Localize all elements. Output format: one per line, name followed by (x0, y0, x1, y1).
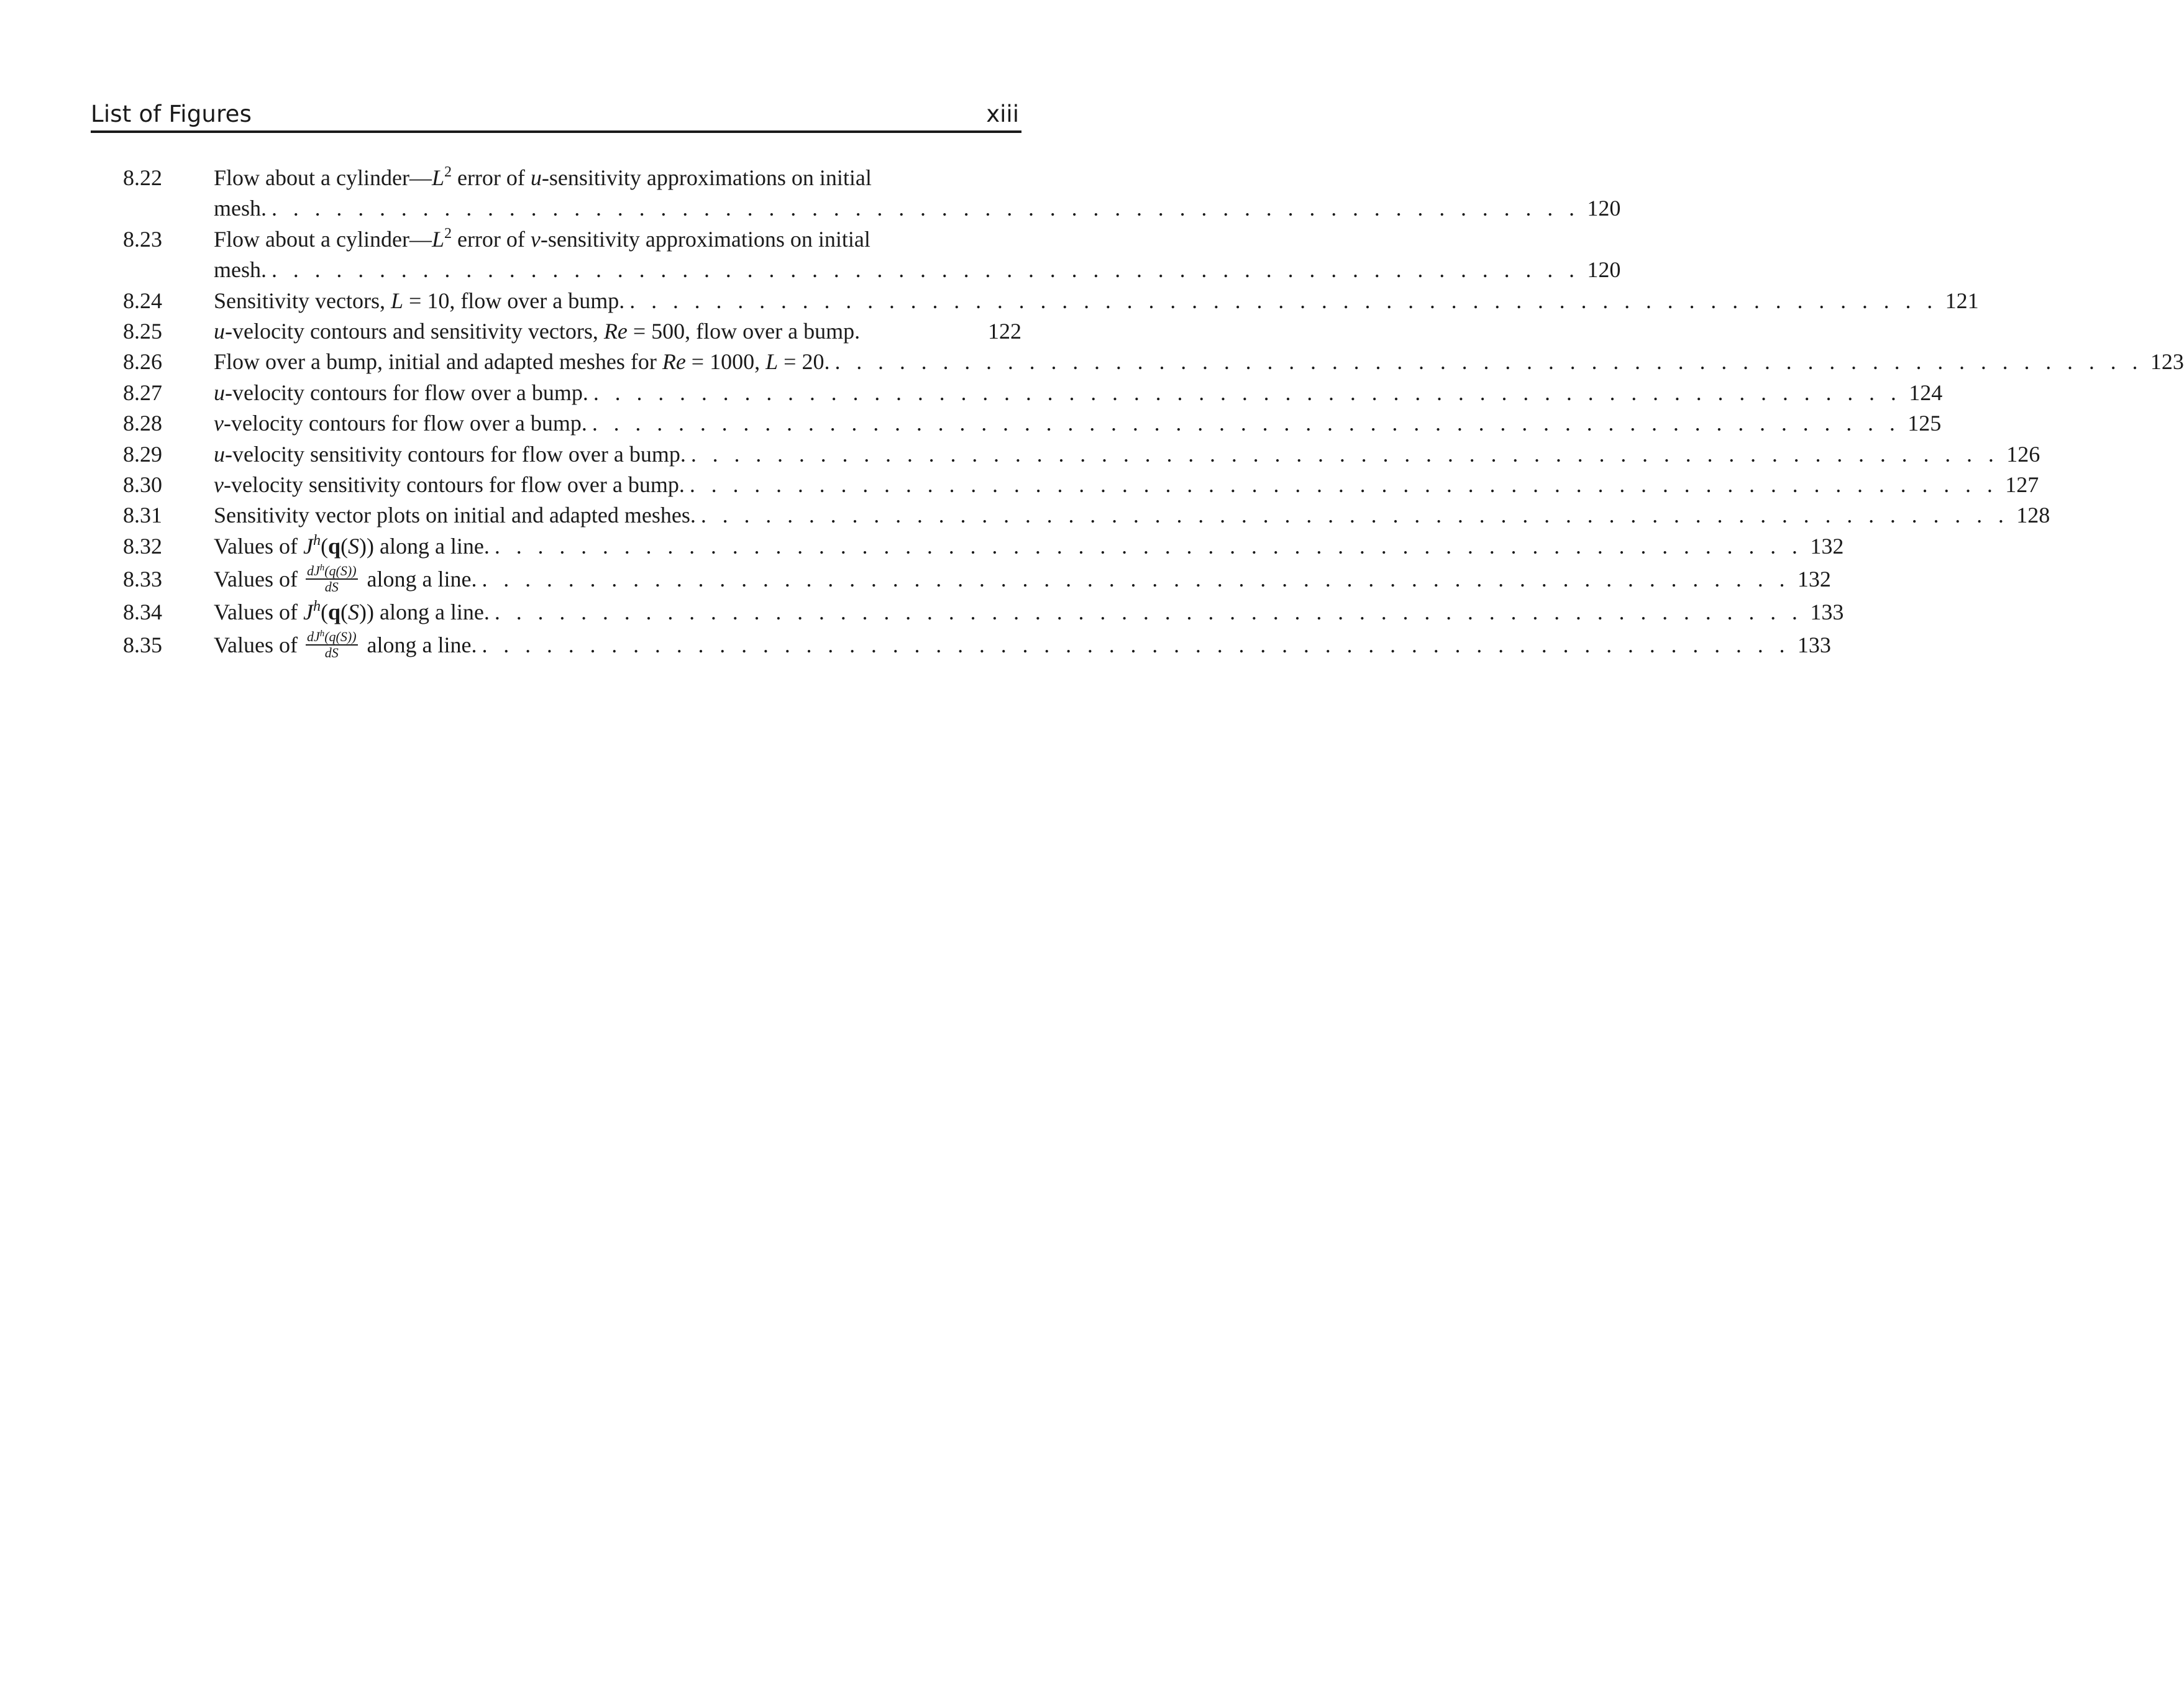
dot-leader: . . . . . . . . . . . . . . . . . . . . . . . . . . . . . . . . . . . . . . . . . . . . . . . . . . . . . . . . . . . . . (482, 632, 1790, 658)
figure-caption: Sensitivity vectors, L = 10, flow over a bump. . . . . . . . . . . . . . . . . . . . . . . . . . . . . . . . . . . . . . . . . . . . . . . . . . . . . . . . . . . . . . 121 (214, 286, 1979, 316)
figure-number: 8.32 (123, 533, 162, 559)
figure-caption: Values of $J^h(q(S))$ along a line. . . . . . . . . . . . . . . . . . . . . . . . . . . . . . . . . . . . . . . . . . . . . . . . . . . . . . . . . . . . . . 132 (214, 531, 1844, 562)
figure-entry[interactable] (123, 562, 1831, 597)
page-ref: 133 (1797, 632, 1831, 658)
figure-number: 8.27 (123, 380, 162, 405)
page-ref: 127 (2005, 472, 2039, 498)
figure-entry[interactable] (123, 163, 1621, 224)
figure-caption: Flow about a $cylinder—L^2$ error of u-sensitivity approximations on initial mesh. . . . . . . . . . . . . . . . . . . . . . . . . . . . . . . . . . . . . . . . . . . . . . . . . . . . . . . . . . . . . . 120 (214, 163, 1620, 224)
page-ref: 120 (1587, 196, 1621, 221)
figure-entry[interactable] (123, 347, 2184, 377)
page-ref: 121 (1945, 288, 1979, 313)
page-ref: 122 (988, 319, 1021, 344)
figure-entry[interactable] (123, 628, 1831, 663)
page-ref: 132 (1797, 567, 1831, 592)
figure-number: 8.24 (123, 288, 162, 313)
page-ref: 124 (1909, 380, 1943, 405)
figure-entry[interactable] (123, 439, 2040, 470)
figure-entry[interactable] (123, 378, 1943, 408)
figure-number: 8.25 (123, 319, 162, 344)
figure-caption: u-velocity contours for flow over a bump. . . . . . . . . . . . . . . . . . . . . . . . . . . . . . . . . . . . . . . . . . . . . . . . . . . . . . . . . . . . . . 124 (214, 378, 1942, 408)
figure-number: 8.31 (123, 503, 162, 528)
figure-number: 8.26 (123, 349, 162, 375)
figure-entry[interactable] (123, 286, 1979, 316)
dot-leader: . . . . . . . . . . . . . . . . . . . . . . . . . . . . . . . . . . . . . . . . . . . . . . . . . . . . . . . . . . . . . (494, 600, 1803, 625)
figure-caption: Values of $\frac{dJ^h(q(S))}{dS}$ along a line. . . . . . . . . . . . . . . . . . . . . . . . . . . . . . . . . . . . . . . . . . . . . . . . . . . . . . . . . . . . . . 133 (214, 628, 1831, 663)
figure-caption: u-velocity contours and sensitivity vectors, Re = 500, flow over a bump. 122 (214, 316, 1021, 347)
figure-entry[interactable] (123, 500, 2050, 531)
page-ref: 132 (1810, 533, 1844, 559)
list-of-figures (123, 163, 2184, 663)
dot-leader: . . . . . . . . . . . . . . . . . . . . . . . . . . . . . . . . . . . . . . . . . . . . . . . . . . . . . . . . . . . . . (482, 567, 1790, 592)
fraction: $\frac{dJ^h(q(S))}{dS}$ (306, 563, 357, 595)
dot-leader: . . . . . . . . . . . . . . . . . . . . . . . . . . . . . . . . . . . . . . . . . . . . . . . . . . . . . . . . . . . . . (592, 411, 1901, 436)
dot-leader: . . . . . . . . . . . . . . . . . . . . . . . . . . . . . . . . . . . . . . . . . . . . . . . . . . . . . . . . . . . . . (690, 441, 1999, 467)
page-header (91, 93, 1021, 133)
dot-leader: . . . . . . . . . . . . . . . . . . . . . . . . . . . . . . . . . . . . . . . . . . . . . . . . . . . . . . . . . . . . . (272, 196, 1580, 221)
page-ref: 120 (1587, 257, 1621, 283)
dot-leader: . . . . . . . . . . . . . . . . . . . . . . . . . . . . . . . . . . . . . . . . . . . . . . . . . . . . . . . . . . . . . (834, 349, 2143, 375)
figure-number: 8.22 (123, 165, 162, 190)
figure-entry[interactable] (123, 408, 1942, 439)
figure-entry[interactable] (123, 531, 1844, 562)
fraction: $\frac{dJ^h(q(S))}{dS}$ (306, 629, 357, 661)
figure-caption: Flow about a $cylinder—L^2$ error of v-sensitivity approximations on initial mesh. . . . . . . . . . . . . . . . . . . . . . . . . . . . . . . . . . . . . . . . . . . . . . . . . . . . . . . . . . . . . . 120 (214, 224, 1620, 286)
dot-leader: . . . . . . . . . . . . . . . . . . . . . . . . . . . . . . . . . . . . . . . . . . . . . . . . . . . . . . . . . . . . . (494, 533, 1803, 559)
running-title: List of Figures (91, 101, 252, 127)
figure-caption: v-velocity contours for flow over a bump. . . . . . . . . . . . . . . . . . . . . . . . . . . . . . . . . . . . . . . . . . . . . . . . . . . . . . . . . . . . . . 125 (214, 408, 1941, 439)
figure-caption: Values of $\frac{dJ^h(q(S))}{dS}$ along a line. . . . . . . . . . . . . . . . . . . . . . . . . . . . . . . . . . . . . . . . . . . . . . . . . . . . . . . . . . . . . . 132 (214, 562, 1831, 597)
figure-number: 8.28 (123, 411, 162, 436)
figure-entry[interactable] (123, 597, 1844, 628)
figure-entry[interactable] (123, 224, 1621, 286)
page-ref: 123 (2150, 349, 2184, 375)
page-number: xiii (986, 101, 1019, 127)
figure-number: 8.30 (123, 472, 162, 498)
figure-caption: v-velocity sensitivity contours for flow over a bump. . . . . . . . . . . . . . . . . . . . . . . . . . . . . . . . . . . . . . . . . . . . . . . . . . . . . . . . . . . . . . 127 (214, 470, 2039, 500)
figure-number: 8.33 (123, 567, 162, 592)
page-ref: 128 (2016, 503, 2050, 528)
dot-leader: . . . . . . . . . . . . . . . . . . . . . . . . . . . . . . . . . . . . . . . . . . . . . . . . . . . . . . . . . . . . . (700, 503, 2009, 528)
figure-entry[interactable] (123, 470, 2039, 500)
page-ref: 125 (1908, 411, 1942, 436)
dot-leader: . . . . . . . . . . . . . . . . . . . . . . . . . . . . . . . . . . . . . . . . . . . . . . . . . . . . . . . . . . . . . (689, 472, 1998, 498)
figure-number: 8.23 (123, 226, 162, 252)
dot-leader: . . . . . . . . . . . . . . . . . . . . . . . . . . . . . . . . . . . . . . . . . . . . . . . . . . . . . . . . . . . . . (629, 288, 1938, 313)
dot-leader: . . . . . . . . . . . . . . . . . . . . . . . . . . . . . . . . . . . . . . . . . . . . . . . . . . . . . . . . . . . . . (593, 380, 1902, 405)
figure-caption: u-velocity sensitivity contours for flow over a bump. . . . . . . . . . . . . . . . . . . . . . . . . . . . . . . . . . . . . . . . . . . . . . . . . . . . . . . . . . . . . . 126 (214, 439, 2040, 470)
page-ref: 126 (2006, 441, 2040, 467)
figure-caption: Values of $J^h(q(S))$ along a line. . . . . . . . . . . . . . . . . . . . . . . . . . . . . . . . . . . . . . . . . . . . . . . . . . . . . . . . . . . . . . 133 (214, 597, 1844, 628)
figure-number: 8.34 (123, 600, 162, 625)
figure-caption: Flow over a bump, initial and adapted meshes for Re = 1000, L = 20. . . . . . . . . . . . . . . . . . . . . . . . . . . . . . . . . . . . . . . . . . . . . . . . . . . . . . . . . . . . . . 123 (214, 347, 2184, 377)
page-ref: 133 (1810, 600, 1844, 625)
figure-number: 8.35 (123, 632, 162, 658)
dot-leader: . . . . . . . . . . . . . . . . . . . . . . . . . . . . . . . . . . . . . . . . . . . . . . . . . . . . . . . . . . . . . (272, 257, 1580, 283)
figure-entry[interactable] (123, 316, 1021, 347)
figure-caption: Sensitivity vector plots on initial and adapted meshes. . . . . . . . . . . . . . . . . . . . . . . . . . . . . . . . . . . . . . . . . . . . . . . . . . . . . . . . . . . . . . 128 (214, 500, 2050, 531)
figure-number: 8.29 (123, 441, 162, 467)
